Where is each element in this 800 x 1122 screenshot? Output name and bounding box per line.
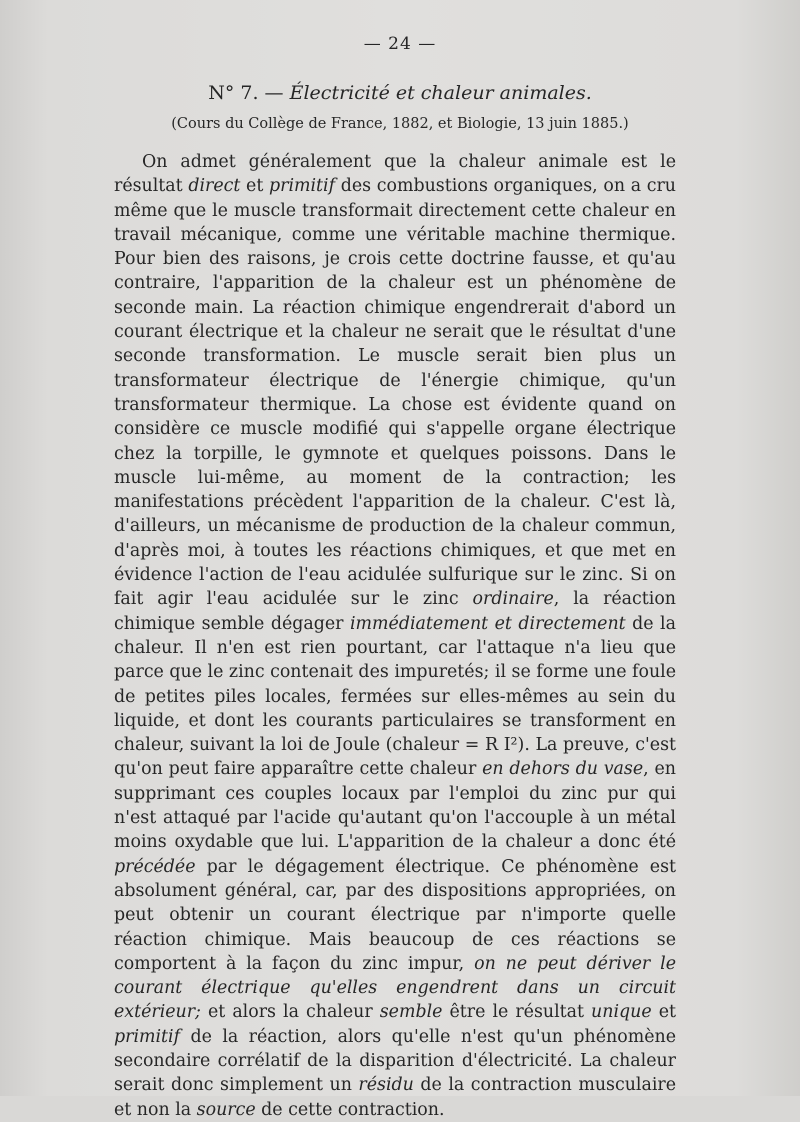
section-heading	[0, 82, 800, 104]
emphasis: primitif	[269, 176, 336, 197]
text-run: et	[240, 176, 269, 197]
emphasis: on ne peut dériver le courant électrique qu'elles engendrent dans un circuit extérieur;	[114, 953, 676, 1023]
emphasis: source	[196, 1099, 256, 1120]
text-run: par le dégagement électrique. Ce phénomène est absolument général, car, par des dispositions appropriées, on peut obtenir un courant électrique par n'importe quelle réaction chimique. Mais beaucoup de ces réactions se comportent à la façon du zinc impur,	[114, 856, 676, 974]
text-run: , la réaction chimique semble dégager	[114, 589, 676, 634]
section-subheading: (Cours du Collège de France, 1882, et Biologie, 13 juin 1885.)	[171, 116, 629, 132]
emphasis: précédée	[114, 856, 196, 877]
section-number: N° 7. —	[208, 82, 284, 104]
text-run: des combustions organiques, on a cru même que le muscle transformait directement cette chaleur en travail mécanique, comme une véritable machine thermique. Pour bien des raisons, je crois cette doctrine fausse, et qu'au contraire, l'apparition de la chaleur est un phénomène de seconde main. La réaction chimique engendrerait d'abord un courant électrique et la chaleur ne serait que le résultat d'une seconde transformation. Le muscle serait bien plus un transformateur électrique de l'énergie chimique, qu'un transformateur thermique. La chose est évidente quand on considère ce muscle modifié qui s'appelle organe électrique chez la torpille, le gymnote et quelques poissons. Dans le muscle lui-même, au moment de la contraction; les manifestations précèdent l'apparition de la chaleur. C'est là, d'ailleurs, un mécanisme de production de la chaleur commun, d'après moi, à toutes les réactions chimiques, et que met en évidence l'action de l'eau acidulée sulfurique sur le zinc. Si on fait agir l'eau acidulée sur le zinc	[114, 176, 676, 610]
emphasis: immédiatement et directement	[349, 613, 626, 634]
text-run: de la chaleur. Il n'en est rien pourtant, car l'attaque n'a lieu que parce que le zinc contenait des impuretés; il se forme une foule de petites piles locales, fermées sur elles-mêmes au sein du liquide, et dont les courants particulaires se transforment en chaleur, suivant la loi de Joule (chaleur = R I²). La preuve, c'est qu'on peut faire apparaître cette chaleur	[114, 613, 677, 780]
text-run: être le résultat	[442, 1002, 592, 1023]
section-title: Électricité et chaleur animales.	[289, 82, 592, 104]
paragraph	[114, 150, 676, 1122]
emphasis: unique	[591, 1002, 652, 1023]
emphasis: semble	[379, 1002, 443, 1023]
emphasis: résidu	[358, 1075, 414, 1096]
text-run: de la réaction, alors qu'elle n'est qu'un phénomène secondaire corrélatif de la disparition d'électricité. La chaleur serait donc simplement un	[114, 1026, 676, 1096]
text-run: et	[651, 1002, 676, 1023]
emphasis: primitif	[114, 1026, 181, 1047]
text-run: de la contraction musculaire et non la	[114, 1075, 676, 1120]
emphasis: en dehors du vase	[482, 759, 644, 780]
text-run: On admet généralement que la chaleur animale est le résultat	[114, 152, 676, 197]
page-number: — 24 —	[363, 34, 437, 54]
text-run: de cette contraction.	[255, 1099, 445, 1120]
text-run: et alors la chaleur	[200, 1002, 380, 1023]
emphasis: direct	[188, 176, 241, 197]
body-text	[114, 150, 676, 1122]
emphasis: ordinaire	[472, 589, 554, 610]
text-run: , en supprimant ces couples locaux par l'emploi du zinc pur qui n'est attaqué par l'acide qu'autant qu'on l'accouple à un métal moins oxydable que lui. L'apparition de la chaleur a donc été	[114, 759, 676, 853]
